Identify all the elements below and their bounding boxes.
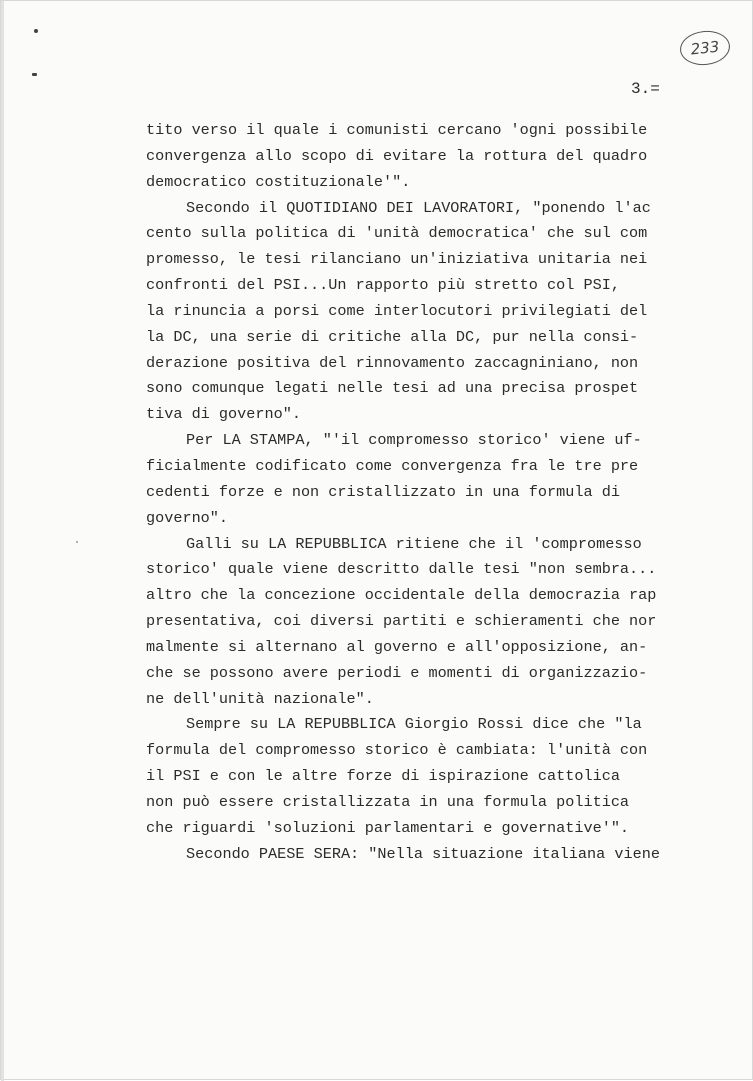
text-line: il PSI e con le altre forze di ispirazione cattolica: [146, 767, 620, 786]
scan-speck: [32, 73, 37, 76]
text-line: malmente si alternano al governo e all'opposizione, an-: [146, 637, 648, 656]
text-line: presentativa, coi diversi partiti e schieramenti che nor: [146, 612, 657, 631]
text-line: convergenza allo scopo di evitare la rottura del quadro: [146, 146, 648, 165]
text-line: Per LA STAMPA, "'il compromesso storico' viene uf-: [186, 431, 642, 450]
text-line: cedenti forze e non cristallizzato in una formula di: [146, 482, 620, 501]
text-line: che se possono avere periodi e momenti di organizzazio-: [146, 663, 648, 682]
text-line: Galli su LA REPUBBLICA ritiene che il 'compromesso: [186, 534, 642, 553]
text-line: Secondo il QUOTIDIANO DEI LAVORATORI, "ponendo l'ac: [186, 198, 651, 217]
scan-edge: [1, 1, 4, 1081]
typed-body-text: [146, 118, 706, 867]
text-line: storico' quale viene descritto dalle tesi "non sembra...: [146, 560, 657, 579]
text-line: altro che la concezione occidentale della democrazia rap: [146, 586, 657, 605]
text-line: ne dell'unità nazionale".: [146, 689, 374, 708]
text-line: formula del compromesso storico è cambiata: l'unità con: [146, 741, 648, 760]
scan-speck: [34, 29, 38, 33]
page-number: 3.=: [631, 80, 660, 98]
text-line: confronti del PSI...Un rapporto più stretto col PSI,: [146, 276, 620, 295]
text-line: tiva di governo".: [146, 405, 301, 424]
text-line: democratico costituzionale'".: [146, 172, 411, 191]
text-line: Sempre su LA REPUBBLICA Giorgio Rossi dice che "la: [186, 715, 642, 734]
text-line: tito verso il quale i comunisti cercano 'ogni possibile: [146, 121, 648, 139]
text-line: la rinuncia a porsi come interlocutori privilegiati del: [146, 301, 648, 320]
text-line: derazione positiva del rinnovamento zaccagniniano, non: [146, 353, 639, 372]
text-line: che riguardi 'soluzioni parlamentari e governative'".: [146, 818, 630, 837]
text-line: sono comunque legati nelle tesi ad una precisa prospet: [146, 379, 639, 398]
scan-speck: [76, 541, 78, 543]
text-line: non può essere cristallizzata in una formula politica: [146, 792, 630, 811]
archive-stamp: [678, 28, 731, 67]
text-line: la DC, una serie di critiche alla DC, pur nella consi-: [146, 327, 639, 346]
text-line: Secondo PAESE SERA: "Nella situazione italiana viene: [186, 844, 660, 863]
text-line: governo".: [146, 508, 229, 527]
text-line: promesso, le tesi rilanciano un'iniziativa unitaria nei: [146, 250, 648, 269]
text-line: cento sulla politica di 'unità democratica' che sul com: [146, 224, 648, 243]
text-line: ficialmente codificato come convergenza fra le tre pre: [146, 456, 639, 475]
stamp-number: 233: [689, 37, 721, 59]
